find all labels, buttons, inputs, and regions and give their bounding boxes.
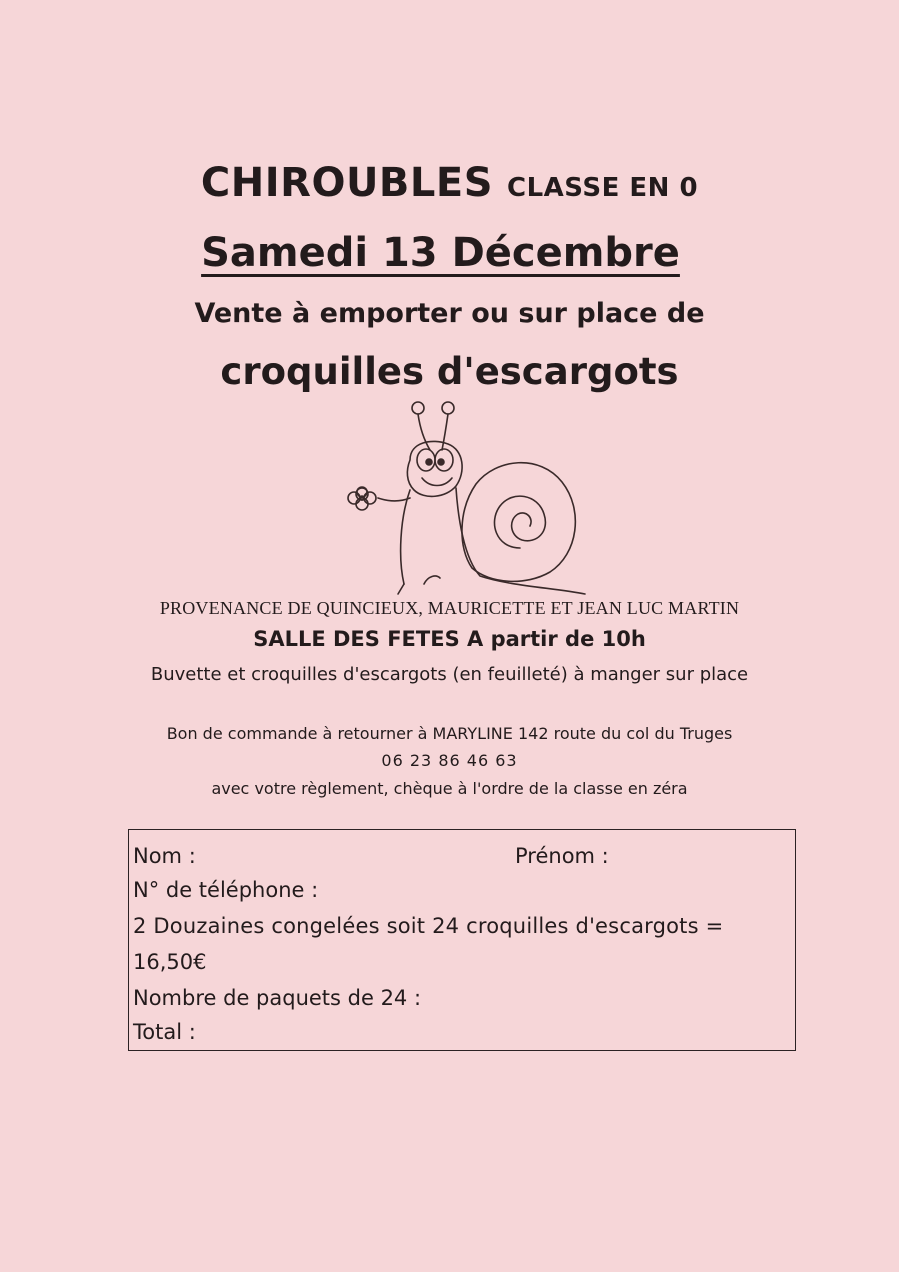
offer-line: 2 Douzaines congelées soit 24 croquilles d'escargots = — [133, 914, 724, 938]
product-name: croquilles d'escargots — [220, 350, 679, 393]
prenom-field[interactable]: Prénom : — [515, 844, 609, 868]
telephone-field[interactable]: N° de téléphone : — [133, 878, 319, 902]
sale-line: Vente à emporter ou sur place de — [194, 298, 705, 329]
offer-price: 16,50€ — [133, 950, 207, 974]
snail-with-flower-icon — [340, 398, 590, 598]
class-subtitle: CLASSE EN 0 — [507, 173, 699, 203]
buvette-line: Buvette et croquilles d'escargots (en feuilleté) à manger sur place — [150, 664, 749, 685]
payment-instructions: avec votre règlement, chèque à l'ordre de la classe en zéra — [211, 779, 688, 798]
flyer-title — [0, 160, 899, 206]
provenance-line: PROVENANCE DE QUINCIEUX, MAURICETTE ET JEAN LUC MARTIN — [159, 598, 740, 618]
packets-field[interactable]: Nombre de paquets de 24 : — [133, 986, 422, 1010]
contact-phone: 06 23 86 46 63 — [381, 751, 518, 770]
order-instructions: Bon de commande à retourner à MARYLINE 142 route du col du Truges — [166, 724, 733, 743]
event-date — [0, 230, 899, 276]
event-date-text: Samedi 13 Décembre — [201, 230, 680, 276]
total-field[interactable]: Total : — [133, 1020, 196, 1044]
order-form-box — [128, 829, 796, 1051]
village-name: CHIROUBLES — [200, 160, 494, 206]
venue-line: SALLE DES FETES A partir de 10h — [253, 627, 646, 651]
nom-field[interactable]: Nom : — [133, 844, 196, 868]
